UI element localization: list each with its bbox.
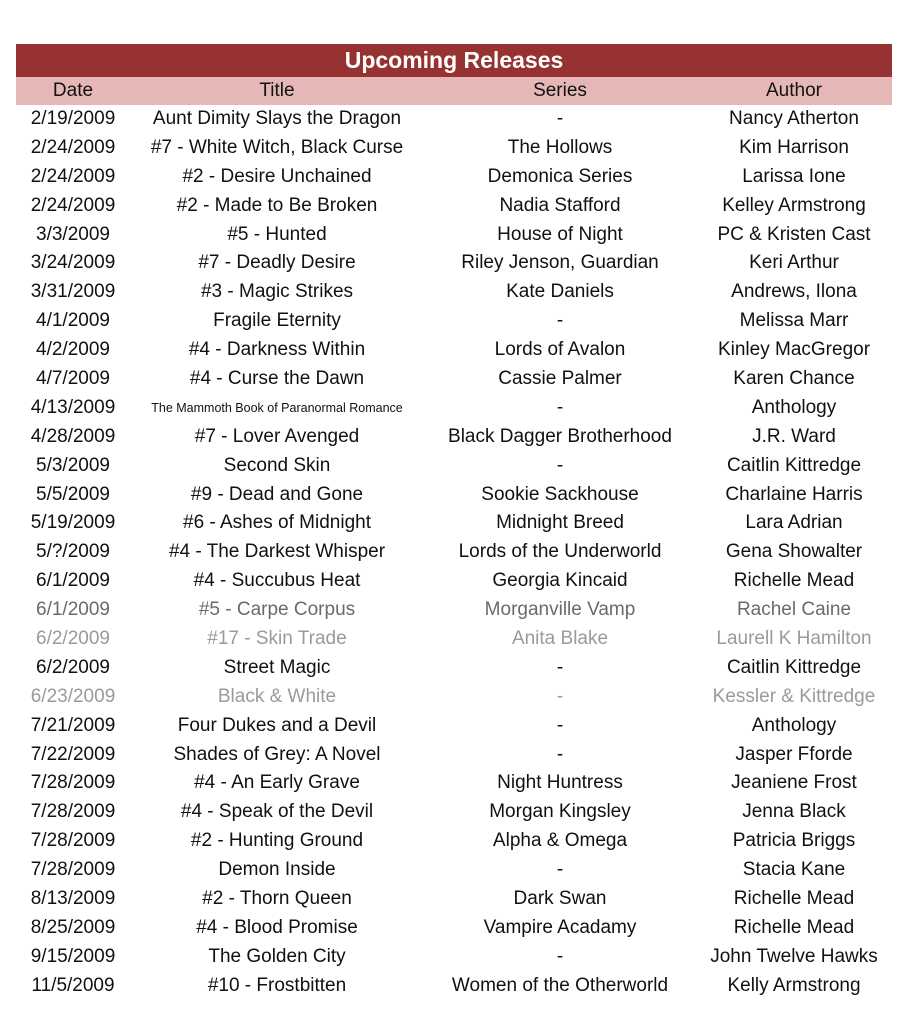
table-row xyxy=(16,192,892,221)
cell-title: The Golden City xyxy=(208,945,346,967)
cell-title: #5 - Carpe Corpus xyxy=(198,599,356,621)
cell-date: 9/15/2009 xyxy=(30,945,116,967)
cell-date: 4/1/2009 xyxy=(36,310,110,332)
table-row xyxy=(16,596,892,625)
cell-series: Kate Daniels xyxy=(506,281,614,303)
cell-title: #7 - Deadly Desire xyxy=(198,252,356,274)
cell-series: - xyxy=(556,396,564,418)
table-row xyxy=(16,221,892,250)
table-row xyxy=(16,336,892,365)
column-header-title: Title xyxy=(259,80,295,101)
cell-title: #2 - Desire Unchained xyxy=(182,165,372,187)
cell-date: 5/3/2009 xyxy=(36,454,110,476)
cell-title: #4 - Darkness Within xyxy=(188,339,366,361)
cell-series: - xyxy=(556,310,564,332)
cell-date: 6/1/2009 xyxy=(36,570,110,592)
table-title: Upcoming Releases xyxy=(16,44,892,77)
cell-date: 4/2/2009 xyxy=(36,339,110,361)
cell-date: 2/24/2009 xyxy=(30,194,116,216)
cell-title: Aunt Dimity Slays the Dragon xyxy=(152,108,402,129)
cell-title: #4 - An Early Grave xyxy=(194,772,360,794)
cell-title: #10 - Frostbitten xyxy=(207,974,347,996)
cell-title: #5 - Hunted xyxy=(227,223,327,245)
table-row xyxy=(16,972,892,1001)
header-row xyxy=(16,77,892,105)
cell-date: 8/13/2009 xyxy=(30,888,116,910)
cell-date: 7/28/2009 xyxy=(30,801,116,823)
cell-author: Jeaniene Frost xyxy=(731,772,857,794)
cell-date: 2/24/2009 xyxy=(30,136,116,158)
cell-author: PC & Kristen Cast xyxy=(717,223,871,245)
cell-author: Kelley Armstrong xyxy=(722,194,866,216)
cell-title: Street Magic xyxy=(223,656,331,678)
cell-title: #2 - Hunting Ground xyxy=(190,830,364,852)
cell-series: Sookie Sackhouse xyxy=(481,483,639,505)
table-row xyxy=(16,856,892,885)
cell-title: #4 - Succubus Heat xyxy=(193,570,361,592)
cell-series: - xyxy=(556,454,564,476)
cell-series: - xyxy=(556,714,564,736)
cell-series: Midnight Breed xyxy=(496,512,624,534)
cell-series: - xyxy=(556,108,564,129)
table-row xyxy=(16,307,892,336)
cell-date: 4/28/2009 xyxy=(30,425,116,447)
cell-date: 7/28/2009 xyxy=(30,772,116,794)
table-row xyxy=(16,798,892,827)
cell-author: Jenna Black xyxy=(742,801,846,823)
cell-date: 3/31/2009 xyxy=(30,281,116,303)
cell-title: #4 - Curse the Dawn xyxy=(189,368,365,390)
cell-date: 3/3/2009 xyxy=(36,223,110,245)
cell-title: #2 - Thorn Queen xyxy=(202,888,352,910)
cell-series: Georgia Kincaid xyxy=(492,570,628,592)
cell-author: Caitlin Kittredge xyxy=(726,656,862,678)
cell-title: #7 - Lover Avenged xyxy=(194,425,360,447)
cell-title: #2 - Made to Be Broken xyxy=(176,194,378,216)
cell-author: Rachel Caine xyxy=(736,599,852,621)
cell-series: - xyxy=(556,685,564,707)
cell-series: Anita Blake xyxy=(511,628,609,650)
cell-author: Keri Arthur xyxy=(749,252,839,274)
table-row xyxy=(16,654,892,683)
table-row xyxy=(16,914,892,943)
cell-author: Karen Chance xyxy=(733,368,855,390)
table-row xyxy=(16,827,892,856)
cell-author: John Twelve Hawks xyxy=(710,945,878,967)
table-row xyxy=(16,509,892,538)
cell-title: #4 - Speak of the Devil xyxy=(180,801,374,823)
cell-series: - xyxy=(556,656,564,678)
cell-series: Lords of Avalon xyxy=(494,339,626,361)
cell-date: 8/25/2009 xyxy=(30,916,116,938)
cell-date: 2/19/2009 xyxy=(30,108,116,129)
cell-author: Kim Harrison xyxy=(739,136,849,158)
table-row xyxy=(16,885,892,914)
cell-series: Black Dagger Brotherhood xyxy=(448,425,672,447)
cell-title: The Mammoth Book of Paranormal Romance xyxy=(151,400,403,415)
cell-author: Kinley MacGregor xyxy=(717,339,871,361)
cell-date: 7/28/2009 xyxy=(30,830,116,852)
cell-date: 3/24/2009 xyxy=(30,252,116,274)
cell-author: Richelle Mead xyxy=(733,888,855,910)
cell-author: Jasper Fforde xyxy=(735,743,853,765)
cell-title: Second Skin xyxy=(223,454,331,476)
cell-date: 4/7/2009 xyxy=(36,368,110,390)
cell-title: #9 - Dead and Gone xyxy=(190,483,364,505)
cell-date: 4/13/2009 xyxy=(30,396,116,418)
cell-date: 5/5/2009 xyxy=(36,483,110,505)
cell-author: Kelly Armstrong xyxy=(727,974,861,996)
cell-series: - xyxy=(556,859,564,881)
cell-author: J.R. Ward xyxy=(752,425,836,447)
cell-title: #4 - Blood Promise xyxy=(196,916,358,938)
cell-date: 7/21/2009 xyxy=(30,714,116,736)
cell-series: Night Huntress xyxy=(497,772,623,794)
cell-title: Shades of Grey: A Novel xyxy=(173,743,381,765)
column-header-date: Date xyxy=(52,80,94,101)
cell-author: Laurell K Hamilton xyxy=(716,628,872,650)
cell-date: 2/24/2009 xyxy=(30,165,116,187)
cell-series: Women of the Otherworld xyxy=(451,974,669,996)
cell-series: Demonica Series xyxy=(487,165,633,187)
cell-date: 5/?/2009 xyxy=(36,541,110,563)
cell-title: #3 - Magic Strikes xyxy=(200,281,354,303)
table-row xyxy=(16,249,892,278)
cell-title: #7 - White Witch, Black Curse xyxy=(150,136,404,158)
cell-series: Vampire Acadamy xyxy=(483,916,637,938)
cell-series: Alpha & Omega xyxy=(492,830,628,852)
cell-date: 6/2/2009 xyxy=(36,628,110,650)
cell-series: - xyxy=(556,945,564,967)
cell-title: Black & White xyxy=(217,685,337,707)
cell-date: 6/23/2009 xyxy=(30,685,116,707)
table-row xyxy=(16,452,892,481)
table-row xyxy=(16,423,892,452)
cell-title: Four Dukes and a Devil xyxy=(177,714,377,736)
table-row xyxy=(16,394,892,423)
cell-date: 5/19/2009 xyxy=(30,512,116,534)
cell-series: House of Night xyxy=(497,223,623,245)
cell-date: 7/28/2009 xyxy=(30,859,116,881)
cell-author: Larissa Ione xyxy=(742,165,846,187)
cell-date: 11/5/2009 xyxy=(31,974,115,996)
cell-author: Richelle Mead xyxy=(733,570,855,592)
cell-author: Anthology xyxy=(751,714,837,736)
cell-series: The Hollows xyxy=(507,136,613,158)
cell-author: Patricia Briggs xyxy=(732,830,856,852)
cell-author: Anthology xyxy=(751,396,837,418)
table-row xyxy=(16,741,892,770)
cell-series: - xyxy=(556,743,564,765)
cell-series: Dark Swan xyxy=(513,888,607,910)
table-row xyxy=(16,769,892,798)
cell-title: Fragile Eternity xyxy=(213,310,341,332)
column-header-author: Author xyxy=(766,80,822,101)
table-row xyxy=(16,365,892,394)
cell-date: 6/1/2009 xyxy=(36,599,110,621)
cell-author: Andrews, Ilona xyxy=(731,281,857,303)
cell-series: Cassie Palmer xyxy=(498,368,622,390)
cell-author: Melissa Marr xyxy=(739,310,849,332)
cell-title: #4 - The Darkest Whisper xyxy=(168,541,386,563)
table-row xyxy=(16,567,892,596)
table-row xyxy=(16,683,892,712)
table-row xyxy=(16,134,892,163)
cell-date: 7/22/2009 xyxy=(30,743,116,765)
table-body xyxy=(16,105,892,1001)
cell-series: Morganville Vamp xyxy=(484,599,636,621)
table-row xyxy=(16,712,892,741)
cell-title: #17 - Skin Trade xyxy=(207,628,347,650)
cell-series: Morgan Kingsley xyxy=(489,801,631,823)
table-row xyxy=(16,278,892,307)
cell-series: Riley Jenson, Guardian xyxy=(461,252,659,274)
cell-series: Lords of the Underworld xyxy=(458,541,662,563)
cell-author: Nancy Atherton xyxy=(729,108,859,129)
releases-table xyxy=(16,44,892,1001)
table-row xyxy=(16,538,892,567)
table-row xyxy=(16,163,892,192)
cell-title: Demon Inside xyxy=(218,859,336,881)
cell-author: Gena Showalter xyxy=(725,541,863,563)
table-row xyxy=(16,625,892,654)
table-row xyxy=(16,943,892,972)
table-row xyxy=(16,481,892,510)
column-header-series: Series xyxy=(533,80,587,101)
cell-author: Stacia Kane xyxy=(742,859,846,881)
cell-author: Lara Adrian xyxy=(745,512,843,534)
table-row xyxy=(16,105,892,134)
cell-author: Richelle Mead xyxy=(733,916,855,938)
cell-series: Nadia Stafford xyxy=(499,194,621,216)
cell-author: Caitlin Kittredge xyxy=(726,454,862,476)
cell-title: #6 - Ashes of Midnight xyxy=(183,512,371,534)
cell-date: 6/2/2009 xyxy=(36,656,110,678)
cell-author: Kessler & Kittredge xyxy=(712,685,876,707)
cell-author: Charlaine Harris xyxy=(725,483,863,505)
